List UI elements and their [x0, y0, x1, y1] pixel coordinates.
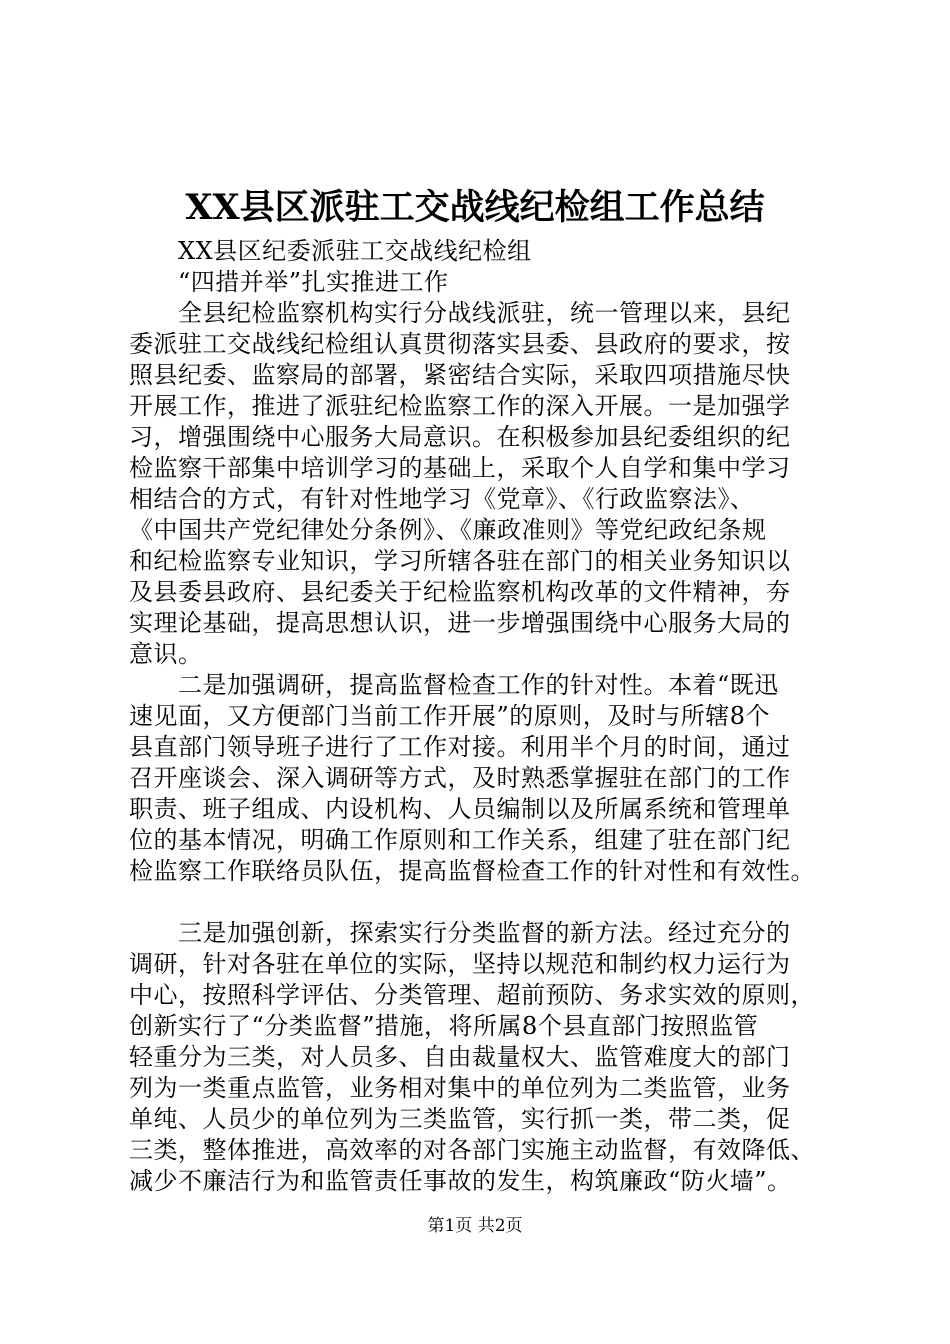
body-text-line: 调研，针对各驻在单位的实际，坚持以规范和制约权力运行为	[129, 950, 791, 978]
body-text-line: 职责、班子组成、内设机构、人员编制以及所属系统和管理单	[129, 795, 791, 823]
body-text-line: “四措并举”扎实推进工作	[129, 268, 449, 296]
body-text-line: XX县区纪委派驻工交战线纪检组	[129, 237, 532, 265]
blank-line	[129, 887, 845, 918]
body-text-line: 轻重分为三类，对人员多、自由裁量权大、监管难度大的部门	[129, 1043, 791, 1071]
body-text-line: 三是加强创新，探索实行分类监督的新方法。经过充分的	[129, 919, 791, 947]
body-text-line: 中心，按照科学评估、分类管理、超前预防、务求实效的原则，	[129, 981, 815, 1009]
body-text-line: 照县纪委、监察局的部署，紧密结合实际，采取四项措施尽快	[129, 361, 791, 389]
body-text-line: 位的基本情况，明确工作原则和工作关系，组建了驻在部门纪	[129, 826, 791, 854]
body-text-line: 《中国共产党纪律处分条例》、《廉政准则》等党纪政纪条规	[129, 516, 767, 544]
body-text-line: 实理论基础，提高思想认识，进一步增强围绕中心服务大局的	[129, 609, 791, 637]
body-text-line: 开展工作，推进了派驻纪检监察工作的深入开展。一是加强学	[129, 392, 791, 420]
body-text-line: 全县纪检监察机构实行分战线派驻，统一管理以来，县纪	[129, 299, 791, 327]
body-text-line: 二是加强调研，提高监督检查工作的针对性。本着“既迅	[129, 671, 779, 699]
body-text-line: 检监察工作联络员队伍，提高监督检查工作的针对性和有效性。	[129, 857, 815, 885]
body-text-line: 减少不廉洁行为和监管责任事故的发生，构筑廉政“防火墙”。	[129, 1167, 792, 1195]
page-number-footer: 第1页 共2页	[427, 1216, 523, 1236]
body-text-line: 召开座谈会、深入调研等方式，及时熟悉掌握驻在部门的工作	[129, 764, 791, 792]
body-text-line: 和纪检监察专业知识，学习所辖各驻在部门的相关业务知识以	[129, 547, 791, 575]
body-text-line: 创新实行了“分类监督”措施，将所属8个县直部门按照监管	[129, 1012, 759, 1040]
body-text-line: 意识。	[129, 640, 203, 668]
body-text-line: 三类，整体推进，高效率的对各部门实施主动监督，有效降低、	[129, 1136, 815, 1164]
body-text-line: 习，增强围绕中心服务大局意识。在积极参加县纪委组织的纪	[129, 423, 791, 451]
body-text-line: 速见面，又方便部门当前工作开展”的原则，及时与所辖8个	[129, 702, 771, 730]
body-text-line: 及县委县政府、县纪委关于纪检监察机构改革的文件精神，夯	[129, 578, 791, 606]
body-text-line: 相结合的方式，有针对性地学习《党章》、《行政监察法》、	[129, 485, 755, 513]
document-body	[129, 236, 845, 1197]
document-title: XX县区派驻工交战线纪检组工作总结	[185, 187, 765, 228]
body-text-line: 列为一类重点监管，业务相对集中的单位列为二类监管，业务	[129, 1074, 791, 1102]
body-text-line: 县直部门领导班子进行了工作对接。利用半个月的时间，通过	[129, 733, 791, 761]
body-text-line: 单纯、人员少的单位列为三类监管，实行抓一类，带二类，促	[129, 1105, 791, 1133]
body-text-line: 委派驻工交战线纪检组认真贯彻落实县委、县政府的要求，按	[129, 330, 791, 358]
body-text-line: 检监察干部集中培训学习的基础上，采取个人自学和集中学习	[129, 454, 791, 482]
